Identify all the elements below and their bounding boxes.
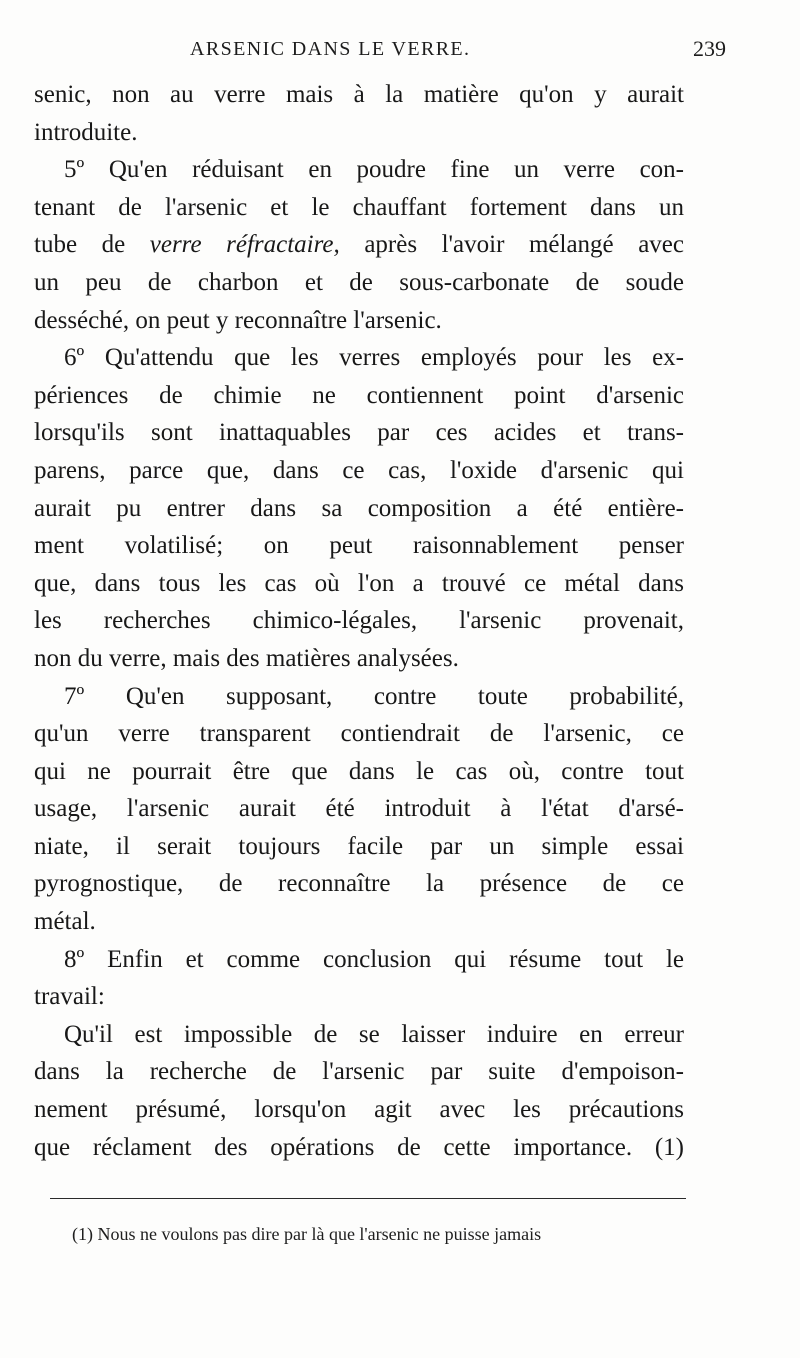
paragraph-point-6 bbox=[34, 339, 684, 677]
text-line: périences de chimie ne contiennent point d'arsenic bbox=[34, 381, 684, 409]
text-line: 8º Enfin et comme conclusion qui résume tout le bbox=[64, 945, 684, 973]
paragraph-point-5 bbox=[34, 151, 684, 339]
page-number: 239 bbox=[693, 36, 726, 61]
paragraph-conclusion bbox=[34, 1016, 684, 1166]
text-line: tube de verre réfractaire, après l'avoir mélangé avec bbox=[34, 231, 684, 259]
paragraph-point-8 bbox=[34, 941, 684, 1016]
text-line: qui ne pourrait être que dans le cas où, contre tout bbox=[34, 757, 684, 785]
text-line: tenant de l'arsenic et le chauffant fortement dans un bbox=[34, 193, 684, 221]
page-header bbox=[40, 34, 730, 68]
text-line: qu'un verre transparent contiendrait de l'arsenic, ce bbox=[34, 720, 684, 748]
running-title: ARSENIC DANS LE VERRE. bbox=[190, 38, 471, 60]
paragraph-point-7 bbox=[34, 678, 684, 941]
text-line: lorsqu'ils sont inattaquables par ces acides et trans- bbox=[34, 419, 684, 447]
text-line: nement présumé, lorsqu'on agit avec les précautions bbox=[34, 1096, 684, 1124]
text-line: Qu'il est impossible de se laisser induire en erreur bbox=[64, 1020, 684, 1048]
text-line: les recherches chimico-légales, l'arsenic provenait, bbox=[34, 607, 684, 635]
text-line: niate, il serait toujours facile par un simple essai bbox=[34, 832, 684, 860]
text-line: métal. bbox=[34, 908, 96, 936]
paragraph-continuation bbox=[34, 76, 684, 151]
footnote: (1) Nous ne voulons pas dire par là que l'arsenic ne puisse jamais bbox=[72, 1224, 542, 1244]
text-line: introduite. bbox=[34, 118, 138, 146]
italic-phrase: verre réfractaire, bbox=[149, 231, 340, 259]
text-line: un peu de charbon et de sous-carbonate de soude bbox=[34, 268, 684, 296]
text-line: dans la recherche de l'arsenic par suite d'empoison- bbox=[34, 1058, 684, 1086]
text-line: usage, l'arsenic aurait été introduit à l'état d'arsé- bbox=[34, 795, 684, 823]
text-line: 6º Qu'attendu que les verres employés pour les ex- bbox=[64, 344, 684, 372]
text-line: parens, parce que, dans ce cas, l'oxide d'arsenic qui bbox=[34, 456, 684, 484]
text-line: 7º Qu'en supposant, contre toute probabilité, bbox=[64, 682, 684, 710]
text-line: que réclament des opérations de cette importance. (1) bbox=[34, 1133, 684, 1161]
body-text bbox=[34, 76, 684, 1166]
text-line: travail: bbox=[34, 983, 105, 1011]
text-line: non du verre, mais des matières analysées. bbox=[34, 644, 459, 672]
text-line: senic, non au verre mais à la matière qu'on y aurait bbox=[34, 81, 684, 108]
footnote-rule bbox=[50, 1198, 686, 1199]
text-line: aurait pu entrer dans sa composition a été entière- bbox=[34, 494, 684, 522]
text-line: 5º Qu'en réduisant en poudre fine un verre con- bbox=[64, 156, 684, 184]
text-line: pyrognostique, de reconnaître la présence de ce bbox=[34, 870, 684, 898]
text-line: ment volatilisé; on peut raisonnablement penser bbox=[34, 532, 684, 560]
text-line: desséché, on peut y reconnaître l'arsenic. bbox=[34, 306, 442, 334]
text-line: que, dans tous les cas où l'on a trouvé ce métal dans bbox=[34, 569, 684, 597]
